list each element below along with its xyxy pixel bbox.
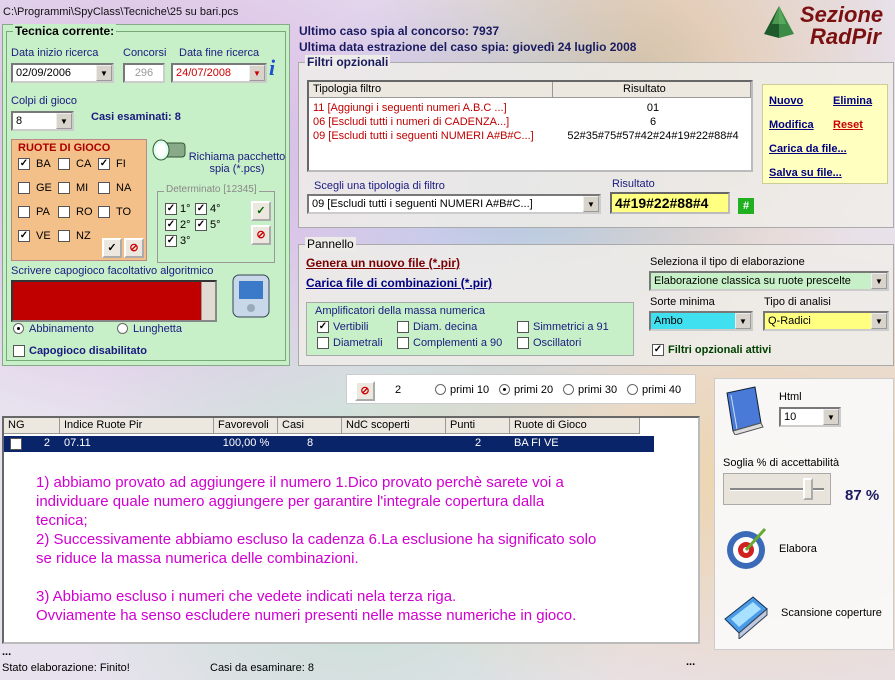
ruote-box [11, 139, 147, 261]
results-table[interactable] [2, 416, 700, 644]
chevron-down-icon: ▼ [823, 409, 839, 425]
ruota-label: FI [116, 158, 126, 170]
tipo-elab-label: Seleziona il tipo di elaborazione [650, 256, 805, 268]
amp-label: Complementi a 90 [413, 337, 503, 349]
dots-right: ... [686, 656, 696, 668]
colpi-value: 8 [16, 115, 23, 127]
soglia-value: 87 % [845, 487, 880, 504]
filtro-risultato: 01 [646, 102, 660, 114]
brand-line2: RadPir [810, 24, 881, 49]
carica-pir-link[interactable]: Carica file di combinazioni (*.pir) [306, 276, 493, 290]
capogioco-label: Scrivere capogioco facoltativo algoritmico [11, 265, 214, 277]
primi-label: primi 40 [642, 384, 682, 396]
pannello-legend: Pannello [307, 237, 354, 251]
slider-thumb[interactable] [803, 478, 813, 500]
target-icon[interactable] [723, 525, 769, 571]
determinato-checkbox[interactable]: ✓ [166, 235, 176, 246]
capogioco-textarea[interactable] [11, 280, 217, 322]
col-header[interactable]: Casi [278, 418, 342, 434]
ruota-checkbox-ve[interactable]: ✓ [19, 230, 29, 241]
abbinamento-label: Abbinamento [29, 323, 94, 335]
abbinamento-radio[interactable] [13, 323, 24, 334]
ruota-checkbox-ro[interactable] [58, 206, 70, 218]
amp-checkbox[interactable] [517, 337, 529, 349]
status-stato: Stato elaborazione: Finito! [2, 662, 130, 674]
palm-device-icon[interactable] [229, 271, 273, 321]
data-fine-label: Data fine ricerca [179, 47, 260, 59]
last-date-info: Ultima data estrazione del caso spia: giovedì 24 luglio 2008 [299, 40, 637, 54]
tipo-elab-value: Elaborazione classica su ruote prescelte [654, 275, 851, 287]
filtri-legend: Filtri opzionali [307, 55, 389, 69]
col-header[interactable]: Punti [446, 418, 510, 434]
data-inizio-select[interactable] [11, 63, 114, 83]
primi-label: primi 30 [578, 384, 618, 396]
amp-checkbox[interactable]: ✓ [318, 321, 328, 332]
ruota-label: MI [76, 182, 89, 194]
ruota-checkbox-ca[interactable] [58, 158, 70, 170]
tecnica-legend: Tecnica corrente: [15, 24, 115, 38]
scanner-icon[interactable] [721, 589, 771, 639]
primi-radio[interactable] [563, 384, 574, 395]
ruota-checkbox-ge[interactable] [18, 182, 30, 194]
tecnica-panel [2, 24, 290, 366]
brand-line1: Sezione [800, 2, 884, 27]
richiama-button[interactable]: Richiama pacchetto spia (*.pcs) [188, 151, 286, 175]
determinato-checkbox[interactable]: ✓ [196, 203, 206, 214]
hash-button[interactable]: # [738, 198, 754, 214]
table-row[interactable] [4, 436, 654, 452]
ruota-checkbox-to[interactable] [98, 206, 110, 218]
info-icon[interactable]: i [269, 55, 276, 80]
filtro-risultato: 6 [649, 116, 657, 128]
lunghetta-label: Lunghetta [133, 323, 182, 335]
scegli-label: Scegli una tipologia di filtro [314, 180, 445, 192]
determinato-label: 1° [180, 203, 191, 215]
det-check-button[interactable]: ✓ [251, 201, 271, 221]
analisi-value: Q-Radici [768, 315, 811, 327]
col-header[interactable]: Favorevoli [214, 418, 278, 434]
data-fine-select[interactable] [171, 63, 267, 83]
soglia-slider[interactable] [723, 473, 831, 505]
amp-label: Diametrali [333, 337, 383, 349]
amp-label: Simmetrici a 91 [533, 321, 609, 333]
scegli-select[interactable] [307, 194, 601, 214]
amp-legend: Amplificatori della massa numerica [315, 305, 485, 317]
row-cell: 2 [43, 437, 50, 449]
amp-label: Diam. decina [413, 321, 478, 333]
col-header[interactable]: Indice Ruote Pir [60, 418, 214, 434]
soglia-label: Soglia % di accettabilità [723, 457, 840, 469]
ruota-checkbox-mi[interactable] [58, 182, 70, 194]
scrollbar[interactable] [201, 282, 215, 320]
ruota-label: VE [36, 230, 51, 242]
filtro-tipologia: 06 [Escludi tutti i numeri di CADENZA...] [313, 116, 510, 128]
ruota-label: CA [76, 158, 92, 170]
filtri-actions [762, 84, 888, 184]
det-clear-button[interactable]: ⊘ [251, 225, 271, 245]
amp-label: Vertibili [333, 321, 369, 333]
chevron-down-icon: ▼ [96, 65, 112, 81]
concorsi-value: 296 [134, 67, 154, 79]
amp-label: Oscillatori [533, 337, 582, 349]
chevron-down-icon: ▼ [871, 313, 887, 329]
chevron-down-icon: ▼ [249, 65, 265, 81]
casi-esaminati: Casi esaminati: 8 [91, 111, 181, 123]
primi-radio[interactable] [499, 384, 510, 395]
ruota-label: TO [116, 206, 132, 218]
last-case-info: Ultimo caso spia al concorso: 7937 [299, 24, 500, 38]
filtri-table[interactable] [307, 80, 753, 172]
status-casi: Casi da esaminare: 8 [210, 662, 314, 674]
data-fine-value: 24/07/2008 [176, 67, 232, 79]
amp-checkbox[interactable] [397, 321, 409, 333]
concorsi-label: Concorsi [123, 47, 167, 59]
html-label: Html [779, 391, 802, 403]
ruota-checkbox-ba[interactable]: ✓ [19, 158, 29, 169]
note-line: 2) Successivamente abbiamo escluso la cadenza 6.La esclusione ha significato solo [36, 531, 597, 548]
dots-left: ... [2, 646, 12, 658]
capogioco-disabilitato-label: Capogioco disabilitato [29, 345, 147, 357]
data-inizio-label: Data inizio ricerca [11, 47, 99, 59]
ruota-checkbox-fi[interactable]: ✓ [99, 158, 109, 169]
risultato-label: Risultato [612, 178, 655, 190]
flashlight-icon[interactable] [151, 137, 187, 171]
primi-radio[interactable] [435, 384, 446, 395]
note-line: tecnica; [36, 512, 88, 529]
salva-link[interactable]: Salva su file... [769, 167, 842, 179]
clear-all-button[interactable]: ⊘ [124, 238, 144, 258]
carica-link[interactable]: Carica da file... [769, 143, 847, 155]
ruota-label: RO [76, 206, 93, 218]
ruota-checkbox-na[interactable] [98, 182, 110, 194]
col-risultato[interactable]: Risultato [553, 82, 751, 98]
tipo-elab-select[interactable] [649, 271, 889, 291]
primi-radio[interactable] [627, 384, 638, 395]
primi-bar [346, 374, 696, 404]
chevron-down-icon: ▼ [583, 196, 599, 212]
file-path: C:\Programmi\SpyClass\Tecniche\25 su bari.pcs [3, 6, 239, 18]
ruota-checkbox-pa[interactable] [18, 206, 30, 218]
amp-checkbox[interactable] [517, 321, 529, 333]
amp-checkbox[interactable] [317, 337, 329, 349]
determinato-label: 5° [210, 219, 221, 231]
sorte-label: Sorte minima [650, 296, 715, 308]
row-cell: 100,00 % [222, 437, 270, 449]
check-all-button[interactable]: ✓ [102, 238, 122, 258]
determinato-checkbox[interactable]: ✓ [166, 203, 176, 214]
scansione-button[interactable]: Scansione coperture [781, 607, 882, 619]
filtri-attivi-label: Filtri opzionali attivi [668, 344, 772, 356]
note-line: 3) Abbiamo escluso i numeri che vedete indicati nela terza riga. [36, 588, 457, 605]
ruota-label: PA [36, 206, 50, 218]
row-cell: 2 [474, 437, 482, 449]
colpi-label: Colpi di gioco [11, 95, 78, 107]
determinato-checkbox[interactable]: ✓ [166, 219, 176, 230]
determinato-label: 4° [210, 203, 221, 215]
note-line: individuare quale numero aggiungere per garantire l'integrale copertura dalla [36, 493, 545, 510]
chevron-down-icon: ▼ [56, 113, 72, 129]
risultato-input[interactable] [610, 192, 730, 214]
ruota-label: BA [36, 158, 51, 170]
col-tipologia[interactable]: Tipologia filtro [309, 82, 553, 98]
primi-label: primi 20 [514, 384, 554, 396]
determinato-label: 2° [180, 219, 191, 231]
determinato-legend: Determinato [12345] [166, 184, 257, 195]
capogioco-disabilitato-checkbox[interactable] [13, 345, 25, 357]
colpi-select[interactable] [11, 111, 74, 131]
analisi-select[interactable] [763, 311, 889, 331]
lunghetta-radio[interactable] [117, 323, 128, 334]
book-icon[interactable] [721, 385, 767, 435]
filtro-tipologia: 09 [Escludi tutti i seguenti NUMERI A#B#C...] [313, 130, 534, 142]
note-line: Ovviamente ha senso escludere numeri presenti nelle masse numeriche in gioco. [36, 607, 577, 624]
filtro-tipologia: 11 [Aggiungi i seguenti numeri A.B.C ...] [313, 102, 507, 114]
nuovo-link[interactable]: Nuovo [769, 95, 804, 107]
concorsi-field [123, 63, 165, 83]
reset-link[interactable]: Reset [833, 119, 863, 131]
filtri-attivi-checkbox[interactable]: ✓ [653, 344, 663, 355]
html-value: 10 [784, 411, 797, 423]
col-header[interactable]: Ruote di Gioco [510, 418, 640, 434]
primi-value: 2 [395, 384, 402, 396]
primi-label: primi 10 [450, 384, 490, 396]
modifica-link[interactable]: Modifica [769, 119, 814, 131]
scegli-value: 09 [Escludi tutti i seguenti NUMERI A#B#C...] [312, 198, 533, 210]
note-line: 1) abbiamo provato ad aggiungere il numero 1.Dico provato perchè sarete voi a [36, 474, 564, 491]
col-header[interactable]: NG [4, 418, 60, 434]
sorte-value: Ambo [654, 315, 683, 327]
filtro-risultato: 52#35#75#57#42#24#19#22#88#4 [567, 130, 739, 142]
note-line: se riduce la massa numerica delle combinazioni. [36, 550, 359, 567]
analisi-label: Tipo di analisi [764, 296, 831, 308]
chevron-down-icon: ▼ [735, 313, 751, 329]
ruote-legend: RUOTE DI GIOCO [18, 142, 111, 154]
html-select[interactable] [779, 407, 841, 427]
sorte-select[interactable] [649, 311, 753, 331]
amp-box [306, 302, 634, 356]
data-inizio-value: 02/09/2006 [16, 67, 72, 79]
ruota-label: GE [36, 182, 52, 194]
determinato-checkbox[interactable]: ✓ [196, 219, 206, 230]
amp-checkbox[interactable] [397, 337, 409, 349]
ruota-label: NA [116, 182, 132, 194]
pyramid-logo [762, 4, 796, 40]
genera-link[interactable]: Genera un nuovo file (*.pir) [306, 256, 461, 270]
chevron-down-icon: ▼ [871, 273, 887, 289]
row-cell: 8 [306, 437, 314, 449]
elimina-link[interactable]: Elimina [833, 95, 873, 107]
row-cell: 07.11 [64, 437, 91, 449]
primi-clear-button[interactable]: ⊘ [355, 381, 375, 401]
ruota-checkbox-nz[interactable] [58, 230, 70, 242]
determinato-label: 3° [180, 235, 191, 247]
ruota-label: NZ [76, 230, 91, 242]
row-cell: BA FI VE [514, 437, 559, 449]
col-header[interactable]: NdC scoperti [342, 418, 446, 434]
side-panel [714, 378, 894, 650]
risultato-value: 4#19#22#88#4 [615, 195, 709, 211]
elabora-button[interactable]: Elabora [779, 543, 817, 555]
